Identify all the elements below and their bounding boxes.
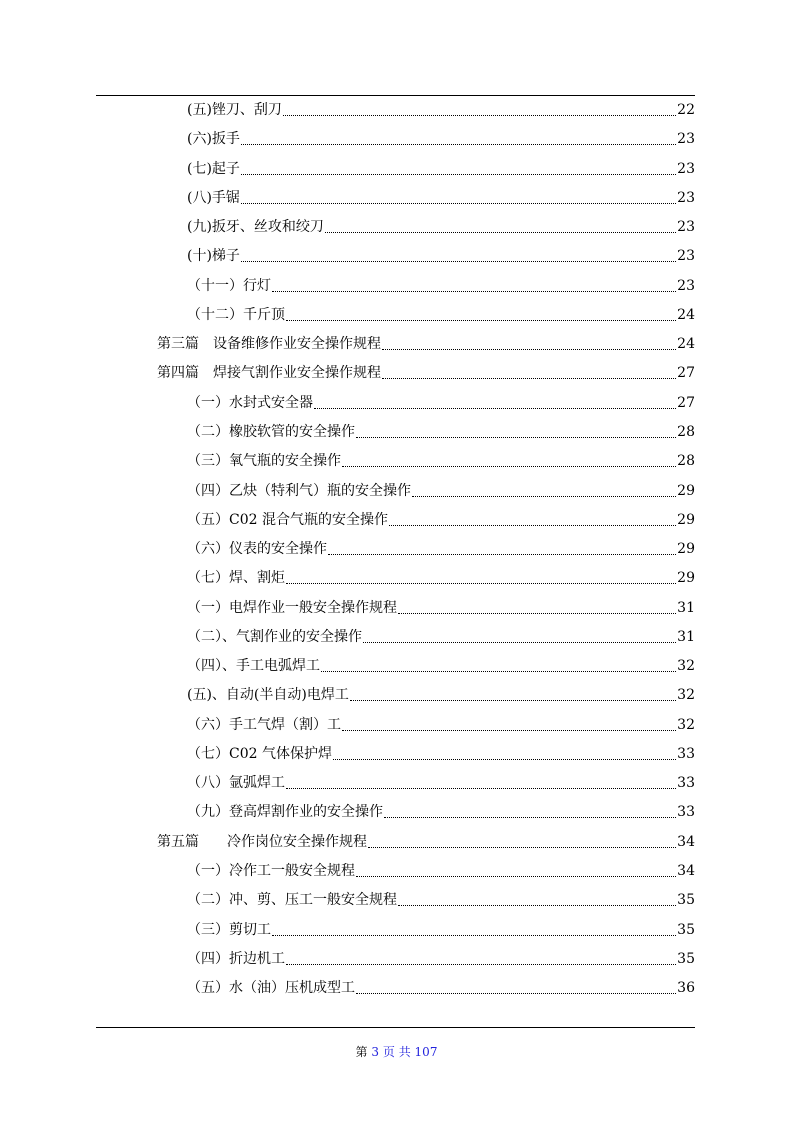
toc-entry-page: 35: [677, 921, 695, 938]
toc-entry-title: （七）焊、割炬: [187, 570, 285, 587]
toc-entry-page: 36: [677, 980, 695, 997]
toc-entry-title: （六）仪表的安全操作: [187, 541, 327, 558]
dot-leader: [241, 187, 676, 204]
toc-entry-page: 27: [677, 394, 695, 411]
toc-entry[interactable]: [187, 99, 695, 121]
toc-entry-title: （三）剪切工: [187, 921, 271, 938]
toc-entry[interactable]: [187, 421, 695, 443]
toc-entry-page: 35: [677, 950, 695, 967]
dot-leader: [384, 801, 676, 818]
dot-leader: [382, 333, 676, 350]
toc-entry-title: （一）冷作工一般安全规程: [187, 863, 355, 880]
toc-entry[interactable]: [187, 889, 695, 911]
toc-entry-title: （一）电焊作业一般安全操作规程: [187, 599, 397, 616]
toc-entry-title: 第五篇 冷作岗位安全操作规程: [157, 833, 367, 850]
dot-leader: [241, 245, 676, 262]
total-pages: 107: [414, 1045, 438, 1059]
toc-entry[interactable]: [187, 480, 695, 502]
toc-entry[interactable]: [187, 684, 695, 706]
toc-entry[interactable]: [187, 538, 695, 560]
toc-entry-page: 23: [677, 248, 695, 265]
toc-entry[interactable]: [187, 801, 695, 823]
toc-entry[interactable]: [187, 567, 695, 589]
toc-entry-title: （九）登高焊割作业的安全操作: [187, 804, 383, 821]
toc-entry-page: 23: [677, 277, 695, 294]
toc-entry-page: 29: [677, 482, 695, 499]
toc-entry-title: (十)梯子: [187, 248, 240, 265]
toc-entry-title: （十一）行灯: [187, 277, 271, 294]
current-page: 3: [371, 1045, 380, 1059]
toc-entry[interactable]: [187, 919, 695, 941]
toc-entry-page: 23: [677, 219, 695, 236]
toc-entry-title: （四）折边机工: [187, 950, 285, 967]
toc-entry-page: 23: [677, 131, 695, 148]
page-word: 页: [382, 1045, 395, 1059]
toc-entry[interactable]: [187, 860, 695, 882]
toc-entry-page: 32: [677, 658, 695, 675]
toc-entry-page: 33: [677, 775, 695, 792]
toc-entry-title: 第三篇 设备维修作业安全操作规程: [157, 336, 381, 353]
toc-entry[interactable]: [187, 714, 695, 736]
toc-entry-page: 29: [677, 511, 695, 528]
toc-entry-title: （二）橡胶软管的安全操作: [187, 423, 355, 440]
toc-entry-title: （八）氩弧焊工: [187, 775, 285, 792]
dot-leader: [368, 831, 676, 848]
toc-entry[interactable]: [187, 948, 695, 970]
toc-entry-page: 33: [677, 804, 695, 821]
toc-entry-title: （四）乙炔（特利气）瓶的安全操作: [187, 482, 411, 499]
dot-leader: [272, 919, 676, 936]
toc-entry-page: 24: [677, 336, 695, 353]
dot-leader: [314, 392, 676, 409]
toc-entry[interactable]: [187, 977, 695, 999]
toc-entry[interactable]: [187, 216, 695, 238]
toc-entry-title: （七）C02 气体保护焊: [187, 745, 332, 762]
toc-entry[interactable]: [187, 275, 695, 297]
toc-entry-title: (五)锉刀、刮刀: [187, 102, 282, 118]
dot-leader: [356, 977, 676, 994]
dot-leader: [272, 275, 676, 292]
toc-entry-page: 27: [677, 365, 695, 382]
dot-leader: [342, 714, 676, 731]
toc-entry[interactable]: [187, 743, 695, 765]
dot-leader: [363, 626, 676, 643]
toc-entry-title: (六)扳手: [187, 131, 240, 148]
toc-entry[interactable]: [187, 597, 695, 619]
dot-leader: [286, 772, 676, 789]
toc-entry-title: （十二）千斤顶: [187, 306, 285, 323]
toc-entry-title: (八)手锯: [187, 189, 240, 206]
toc-entry-page: 34: [677, 863, 695, 880]
toc-entry[interactable]: [187, 392, 695, 414]
toc-entry-page: 32: [677, 687, 695, 704]
dot-leader: [286, 304, 676, 321]
toc-entry-title: (七)起子: [187, 160, 240, 177]
toc-entry[interactable]: [187, 187, 695, 209]
dot-leader: [342, 450, 676, 467]
toc-entry-page: 22: [677, 102, 695, 118]
toc-entry-title: （五）C02 混合气瓶的安全操作: [187, 511, 388, 528]
toc-entry[interactable]: [187, 304, 695, 326]
toc-entry-title: （一）水封式安全器: [187, 394, 313, 411]
dot-leader: [325, 216, 676, 233]
dot-leader: [286, 567, 676, 584]
toc-entry-page: 31: [677, 599, 695, 616]
toc-entry-page: 29: [677, 570, 695, 587]
toc-entry[interactable]: [187, 128, 695, 150]
toc-entry-page: 31: [677, 628, 695, 645]
toc-entry-page: 33: [677, 745, 695, 762]
toc-entry-page: 32: [677, 716, 695, 733]
dot-leader: [333, 743, 676, 760]
toc-entry[interactable]: [187, 772, 695, 794]
dot-leader: [328, 538, 676, 555]
toc-entry-title: （四）、手工电弧焊工: [187, 658, 320, 675]
footer-prefix: 第: [355, 1045, 368, 1059]
toc-entry-title: (九)扳牙、丝攻和绞刀: [187, 219, 324, 236]
dot-leader: [241, 158, 676, 175]
dot-leader: [321, 655, 676, 672]
toc-entry-page: 34: [677, 833, 695, 850]
dot-leader: [350, 684, 676, 701]
toc-entry-title: （二）、气割作业的安全操作: [187, 628, 362, 645]
toc-entry-page: 24: [677, 306, 695, 323]
page-footer: [0, 1043, 793, 1060]
toc-entry-title: （六）手工气焊（割）工: [187, 716, 341, 733]
toc-entry-page: 29: [677, 541, 695, 558]
dot-leader: [398, 889, 676, 906]
dot-leader: [356, 860, 676, 877]
toc-entry[interactable]: [187, 509, 695, 531]
toc-entry-page: 35: [677, 892, 695, 909]
toc-entry[interactable]: [157, 831, 695, 853]
toc-entry-title: （二）冲、剪、压工一般安全规程: [187, 892, 397, 909]
toc-entry[interactable]: [187, 655, 695, 677]
toc-entry[interactable]: [187, 626, 695, 648]
dot-leader: [398, 597, 676, 614]
toc-entry-title: （五）水（油）压机成型工: [187, 980, 355, 997]
dot-leader: [286, 948, 676, 965]
toc-entry[interactable]: [187, 245, 695, 267]
dot-leader: [382, 362, 676, 379]
toc-entry[interactable]: [157, 362, 695, 384]
dot-leader: [283, 99, 676, 116]
toc-entry-title: (五)、自动(半自动)电焊工: [187, 687, 349, 704]
toc-entry-page: 23: [677, 160, 695, 177]
toc-entry-title: （三）氧气瓶的安全操作: [187, 453, 341, 470]
toc-entry-page: 28: [677, 423, 695, 440]
toc-entry[interactable]: [157, 333, 695, 355]
dot-leader: [389, 509, 676, 526]
dot-leader: [356, 421, 676, 438]
dot-leader: [241, 128, 676, 145]
dot-leader: [412, 480, 676, 497]
footer-rule: [96, 1027, 695, 1028]
header-rule: [96, 95, 695, 96]
toc-entry-page: 23: [677, 189, 695, 206]
total-word: 共: [398, 1045, 411, 1059]
toc-entry[interactable]: [187, 450, 695, 472]
toc-entry[interactable]: [187, 158, 695, 180]
toc-entry-title: 第四篇 焊接气割作业安全操作规程: [157, 365, 381, 382]
toc-entry-page: 28: [677, 453, 695, 470]
